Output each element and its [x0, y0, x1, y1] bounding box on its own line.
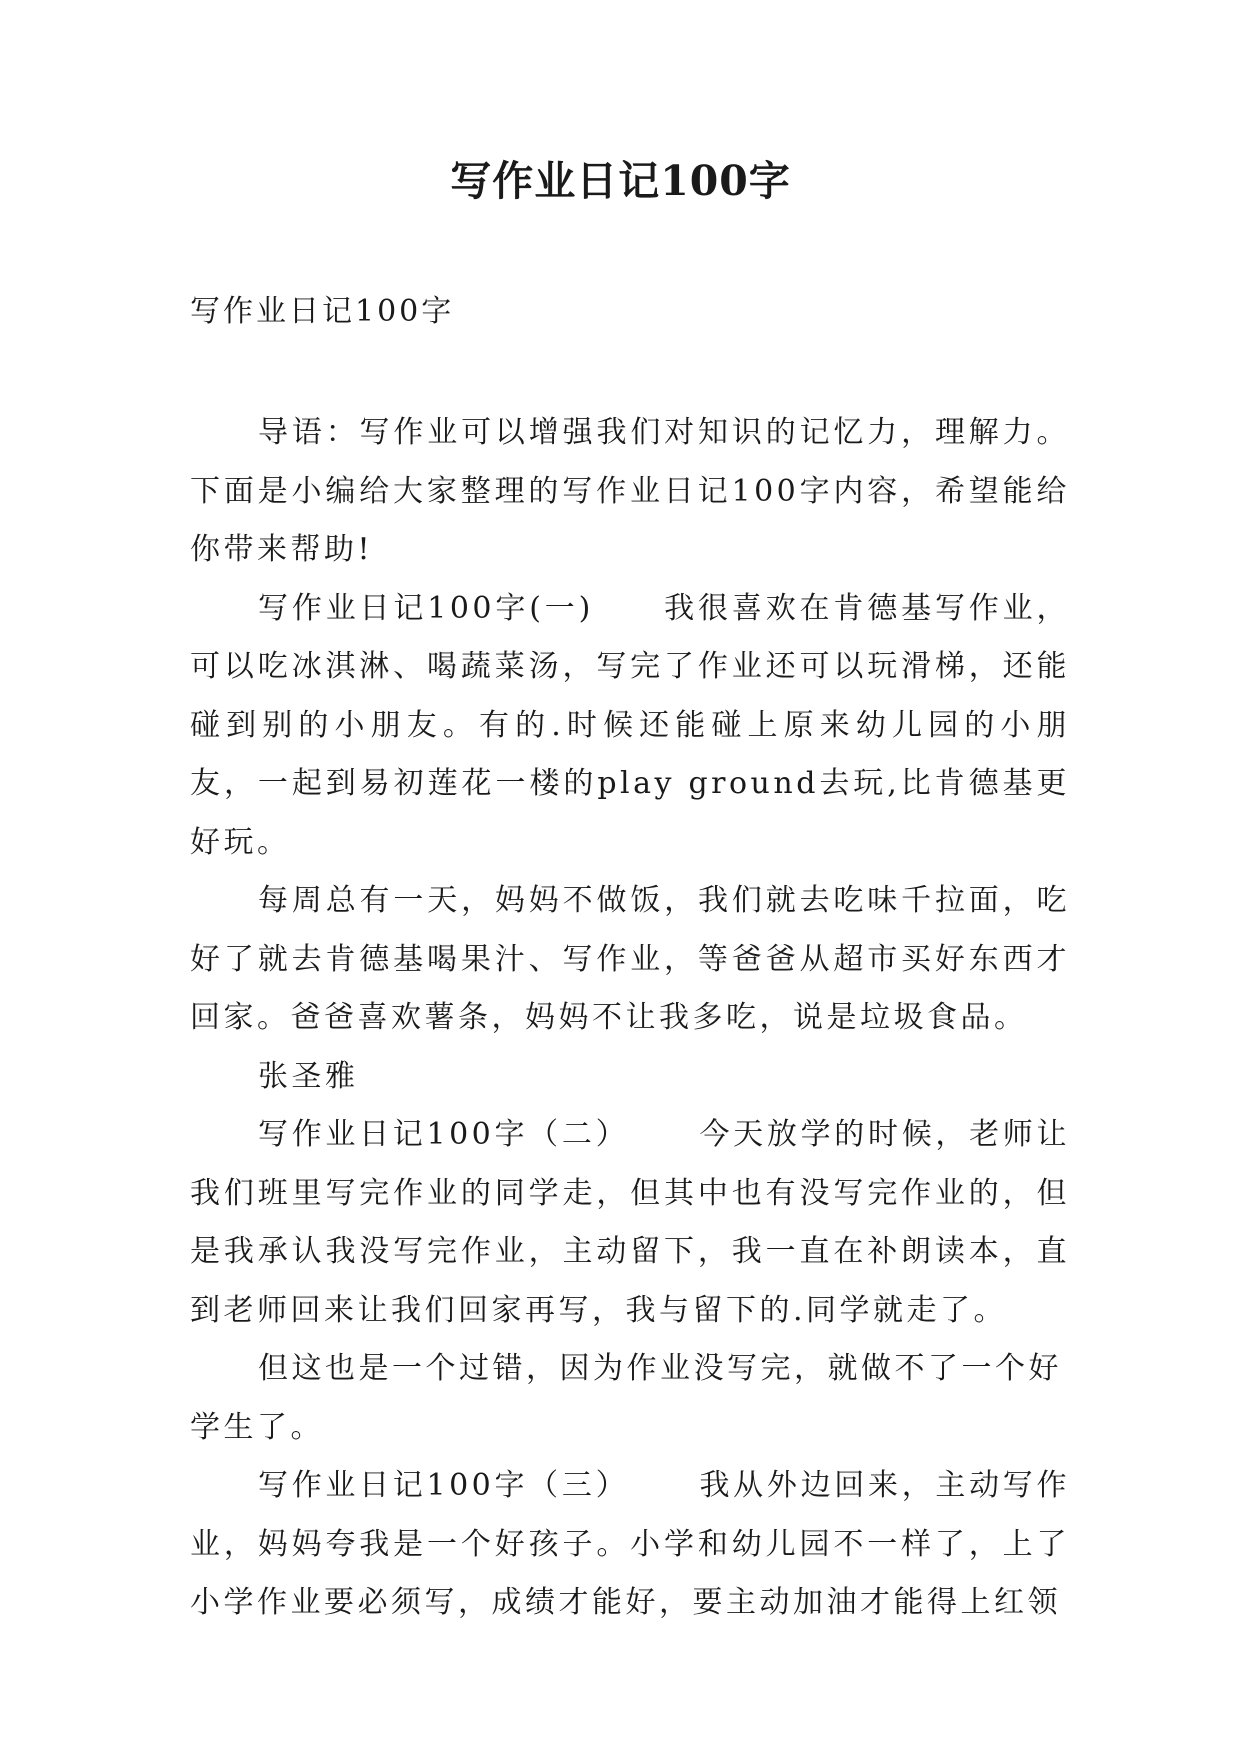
document-body: [190, 404, 1070, 1633]
document-subtitle: 写作业日记100字: [190, 294, 455, 329]
entry-heading: 写作业日记100字（三）: [258, 1468, 630, 1503]
intro-paragraph: [190, 404, 1070, 580]
entry-heading: 写作业日记100字(一): [258, 590, 594, 626]
paragraph-text: 每周总有一天，妈妈不做饭，我们就去吃味千拉面，吃好了就去肯德基喝果汁、写作业，等爸爸从超市买好东西才回家。爸爸喜欢薯条，妈妈不让我多吃，说是垃圾食品。: [190, 883, 1070, 1035]
document-title: 写作业日记100字: [450, 157, 791, 205]
paragraph-text: 导语：写作业可以增强我们对知识的记忆力，理解力。下面是小编给大家整理的写作业日记100字内容，希望能给你带来帮助!: [190, 415, 1070, 567]
paragraph-text: 我很喜欢在肯德基写作业，可以吃冰淇淋、喝蔬菜汤，写完了作业还可以玩滑梯，还能碰到别的小朋友。有的.时候还能碰上原来幼儿园的小朋友，一起到易初莲花一楼的play ground去玩,比肯德基更好玩。: [190, 590, 1070, 860]
diary-entry-1: [190, 580, 1070, 873]
diary-entry-3: [190, 1457, 1070, 1633]
paragraph-text: 我从外边回来，主动写作业，妈妈夸我是一个好孩子。小学和幼儿园不一样了，上了小学作业要必须写，成绩才能好，要主动加油才能得上红领: [190, 1468, 1070, 1620]
paragraph-text: 张圣雅: [258, 1058, 359, 1094]
paragraph-text: 今天放学的时候，老师让我们班里写完作业的同学走，但其中也有没写完作业的，但是我承认我没写完作业，主动留下，我一直在补朗读本，直到老师回来让我们回家再写，我与留下的.同学就走了。: [190, 1117, 1070, 1328]
paragraph-text: 但这也是一个过错，因为作业没写完，就做不了一个好学生了。: [190, 1351, 1062, 1445]
entry-heading: 写作业日记100字（二）: [258, 1117, 630, 1152]
diary-entry-2: [190, 1106, 1070, 1340]
body-paragraph: [190, 1340, 1070, 1457]
author-name: [190, 1048, 1070, 1107]
body-paragraph: [190, 872, 1070, 1048]
